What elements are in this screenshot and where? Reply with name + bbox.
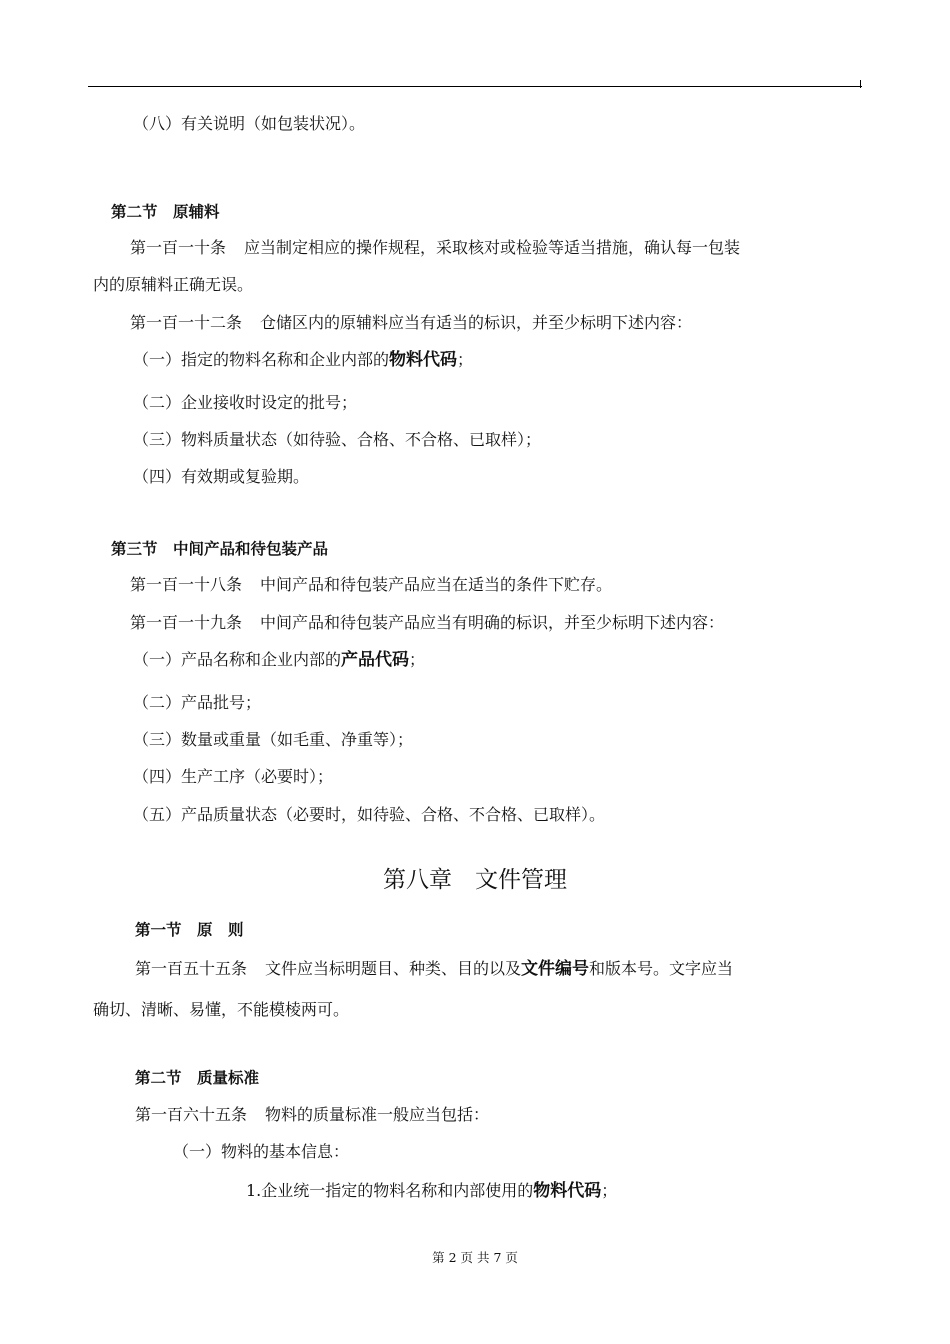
article-119 xyxy=(130,613,724,633)
chapter-title: 第八章 文件管理 xyxy=(383,867,567,893)
list-item-text: （一）指定的物料名称和企业内部的 xyxy=(133,350,390,369)
emphasis-term: 文件编号 xyxy=(521,959,590,979)
article-label: 第一百六十五条 xyxy=(135,1105,248,1124)
list-item-text: （一）产品名称和企业内部的 xyxy=(133,650,342,669)
list-item xyxy=(133,650,425,670)
list-item: （四）生产工序（必要时）； xyxy=(133,767,334,786)
list-item: （四）有效期或复验期。 xyxy=(133,467,310,486)
article-label: 第一百一十八条 xyxy=(130,575,243,594)
article-label: 第一百一十九条 xyxy=(130,613,243,632)
list-item-punct: ； xyxy=(601,1181,618,1200)
section-title: 第二节 原辅料 xyxy=(111,203,220,221)
article-text: 中间产品和待包装产品应当在适当的条件下贮存。 xyxy=(260,575,613,594)
article-110 xyxy=(130,238,740,258)
article-label: 第一百一十二条 xyxy=(130,313,243,332)
list-item: （一）物料的基本信息： xyxy=(173,1142,350,1161)
header-rule-tick xyxy=(860,80,861,88)
article-118 xyxy=(130,575,612,595)
article-text: 应当制定相应的操作规程，采取核对或检验等适当措施，确认每一包装 xyxy=(244,238,741,257)
article-label: 第一百五十五条 xyxy=(135,959,248,978)
header-rule xyxy=(88,86,862,87)
list-item: （二）产品批号； xyxy=(133,693,262,712)
article-text: 物料的质量标准一般应当包括： xyxy=(265,1105,490,1124)
list-item xyxy=(133,350,473,370)
section-title: 第一节 原 则 xyxy=(135,921,244,939)
article-165 xyxy=(135,1105,489,1125)
section-title: 第三节 中间产品和待包装产品 xyxy=(111,540,329,558)
list-item: （五）产品质量状态（必要时，如待验、合格、不合格、已取样）。 xyxy=(133,805,606,824)
article-112 xyxy=(130,313,692,333)
article-text: 和版本号。文字应当 xyxy=(589,959,734,978)
article-continuation: 确切、清晰、易懂，不能模棱两可。 xyxy=(93,1000,350,1019)
article-text: 中间产品和待包装产品应当有明确的标识，并至少标明下述内容： xyxy=(260,613,725,632)
list-item-punct: ； xyxy=(457,350,474,369)
article-label: 第一百一十条 xyxy=(130,238,227,257)
list-item: （八）有关说明（如包装状况）。 xyxy=(133,114,366,133)
page-footer: 第 2 页 共 7 页 xyxy=(432,1250,518,1265)
list-item-text: 1.企业统一指定的物料名称和内部使用的 xyxy=(246,1181,534,1200)
emphasis-term: 物料代码 xyxy=(389,350,458,370)
article-continuation: 内的原辅料正确无误。 xyxy=(93,275,254,294)
article-text: 文件应当标明题目、种类、目的以及 xyxy=(265,959,522,978)
section-title: 第二节 质量标准 xyxy=(135,1069,260,1087)
list-item: （三）数量或重量（如毛重、净重等）； xyxy=(133,730,414,749)
list-item xyxy=(246,1181,617,1201)
list-item: （三）物料质量状态（如待验、合格、不合格、已取样）； xyxy=(133,430,542,449)
emphasis-term: 物料代码 xyxy=(533,1181,602,1201)
list-item-punct: ； xyxy=(409,650,426,669)
emphasis-term: 产品代码 xyxy=(341,650,410,670)
article-155 xyxy=(135,959,733,979)
article-text: 仓储区内的原辅料应当有适当的标识，并至少标明下述内容： xyxy=(260,313,693,332)
list-item: （二）企业接收时设定的批号； xyxy=(133,393,358,412)
